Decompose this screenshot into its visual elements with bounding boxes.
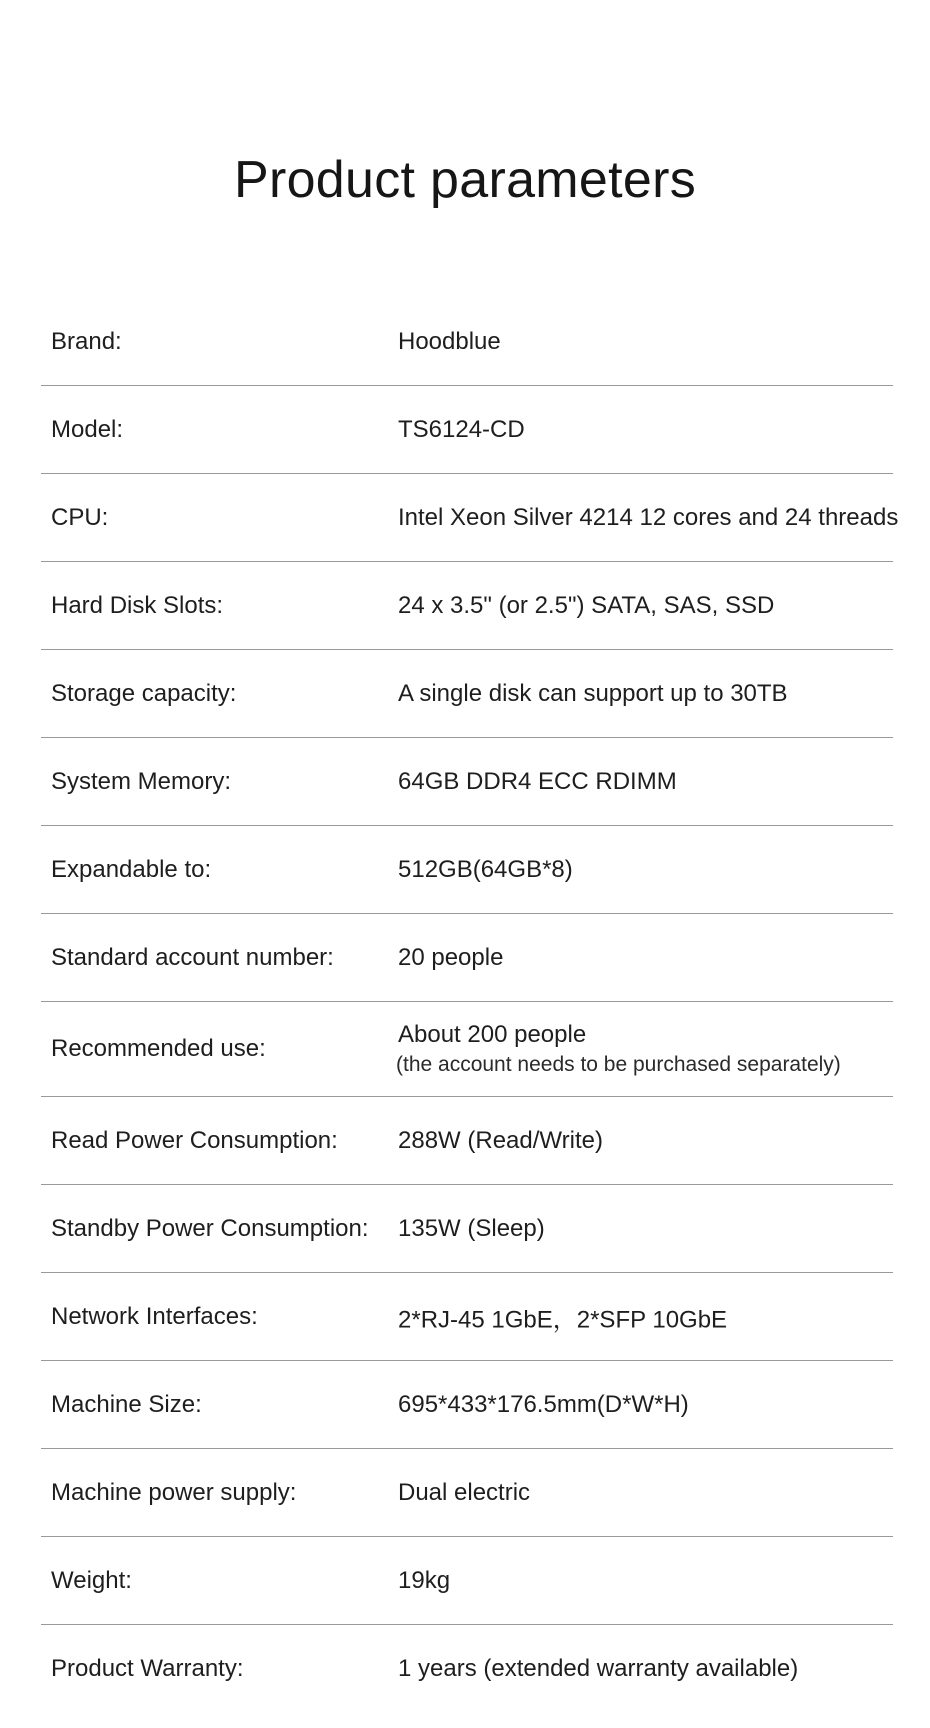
spec-label: Read Power Consumption: — [51, 1126, 338, 1154]
spec-row-read-power-consumption — [41, 1097, 893, 1185]
spec-value — [398, 416, 525, 444]
spec-value — [398, 592, 774, 620]
spec-label: Weight: — [51, 1566, 132, 1594]
spec-value-text: 24 x 3.5" (or 2.5") SATA, SAS, SSD — [398, 591, 775, 619]
spec-value — [398, 1021, 841, 1077]
spec-value-text: 512GB(64GB*8) — [398, 855, 573, 883]
spec-row-standby-power-consumption — [41, 1185, 893, 1273]
spec-row-brand — [41, 298, 893, 386]
spec-value-text: A single disk can support up to 30TB — [398, 679, 788, 707]
spec-row-standard-account-number — [41, 914, 893, 1002]
spec-value-text: About 200 people — [398, 1021, 587, 1048]
spec-row-expandable-to — [41, 826, 893, 914]
spec-label: Recommended use: — [51, 1035, 266, 1062]
spec-value — [398, 1215, 545, 1243]
spec-label: Model: — [51, 415, 124, 443]
spec-value — [398, 1299, 727, 1334]
spec-value — [398, 1127, 603, 1155]
spec-label: Brand: — [51, 327, 122, 355]
spec-value — [398, 1655, 798, 1683]
spec-value-text: 695*433*176.5mm(D*W*H) — [398, 1390, 689, 1418]
spec-value-text: 19kg — [398, 1566, 451, 1594]
spec-value — [398, 944, 503, 972]
spec-value — [398, 856, 573, 884]
spec-row-machine-size — [41, 1361, 893, 1449]
spec-value-text: Hoodblue — [398, 327, 501, 355]
spec-label: Standard account number: — [51, 943, 334, 971]
spec-value — [398, 1479, 530, 1507]
spec-value — [398, 328, 501, 356]
spec-value-text: Intel Xeon Silver 4214 12 cores and 24 threads — [398, 503, 899, 531]
spec-value — [398, 680, 788, 708]
spec-label: Hard Disk Slots: — [51, 591, 224, 619]
spec-row-network-interfaces — [41, 1273, 893, 1361]
spec-label: System Memory: — [51, 767, 232, 795]
spec-value-text: 64GB DDR4 ECC RDIMM — [398, 767, 677, 795]
spec-label: Network Interfaces: — [51, 1302, 258, 1330]
spec-value-text: Dual electric — [398, 1478, 531, 1506]
page-title: Product parameters — [233, 151, 697, 209]
spec-value — [398, 768, 677, 796]
spec-label: Storage capacity: — [51, 679, 237, 707]
spec-row-recommended-use — [41, 1002, 893, 1097]
spec-label: Standby Power Consumption: — [51, 1214, 369, 1242]
spec-value-text: 288W (Read/Write) — [398, 1126, 603, 1154]
spec-value-text: 20 people — [398, 943, 504, 971]
spec-label: Machine power supply: — [51, 1478, 297, 1506]
spec-label: Product Warranty: — [51, 1655, 244, 1682]
spec-value-text: 135W (Sleep) — [398, 1214, 545, 1242]
spec-value-text: TS6124-CD — [398, 415, 525, 443]
spec-row-storage-capacity — [41, 650, 893, 738]
spec-row-weight — [41, 1537, 893, 1625]
spec-row-model — [41, 386, 893, 474]
spec-value-text: 2*RJ-45 1GbE，2*SFP 10GbE — [398, 1306, 728, 1333]
spec-row-machine-power-supply — [41, 1449, 893, 1537]
spec-label: CPU: — [51, 503, 109, 531]
spec-label: Expandable to: — [51, 855, 212, 883]
spec-row-product-warranty — [41, 1625, 893, 1713]
spec-value — [398, 504, 898, 532]
spec-row-hard-disk-slots — [41, 562, 893, 650]
spec-value — [398, 1391, 689, 1419]
spec-value-note: (the account needs to be purchased separately) — [396, 1053, 841, 1076]
spec-row-cpu — [41, 474, 899, 562]
spec-value — [398, 1567, 450, 1595]
spec-value-text: 1 years (extended warranty available) — [398, 1655, 799, 1682]
spec-table — [41, 298, 899, 1713]
spec-row-system-memory — [41, 738, 893, 826]
spec-label: Machine Size: — [51, 1390, 202, 1418]
